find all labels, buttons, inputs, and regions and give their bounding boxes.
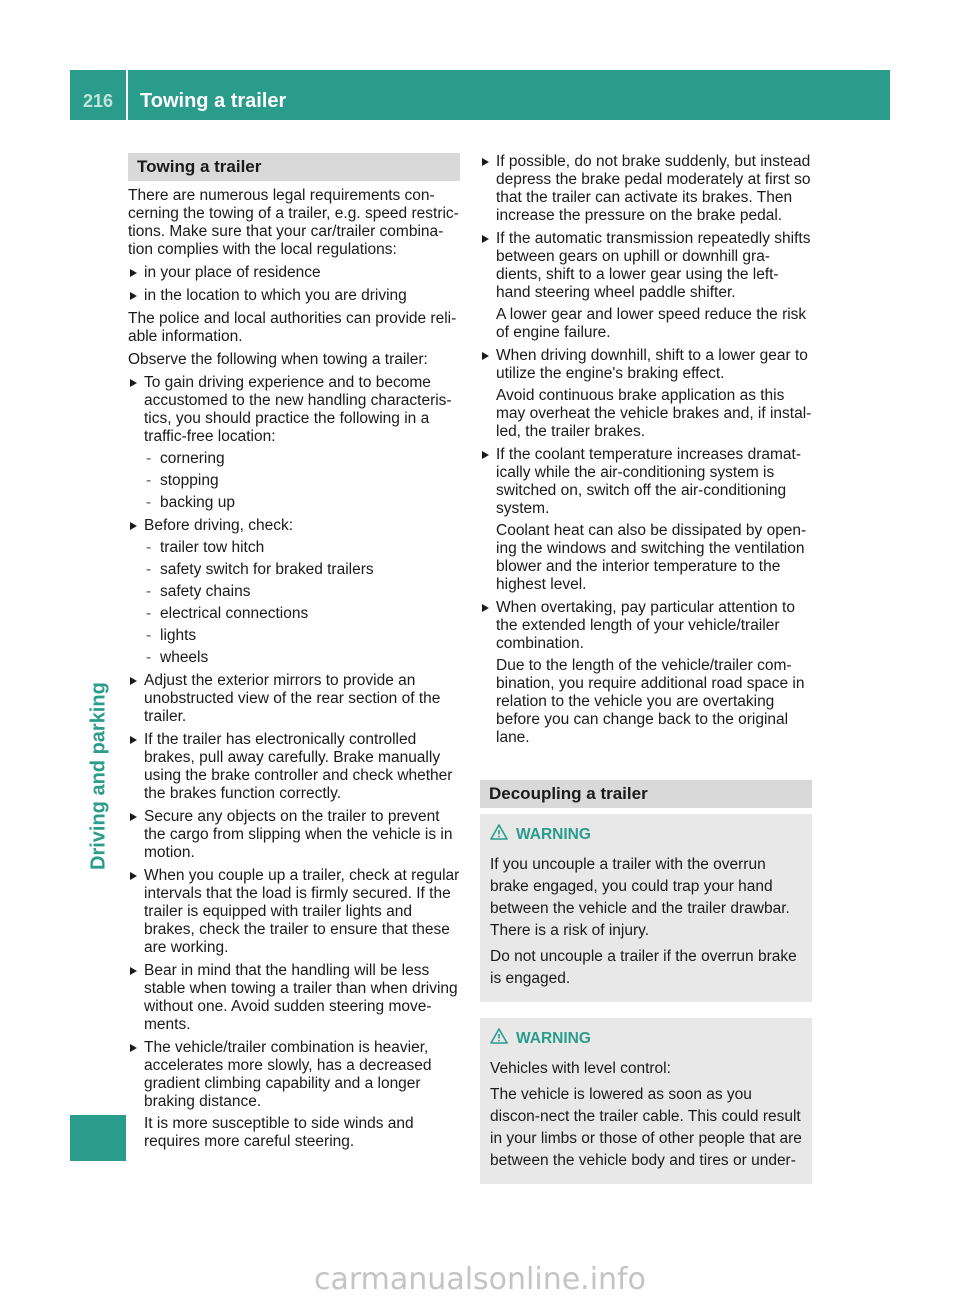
sublist-item: - lights (144, 627, 460, 645)
sublist-item: - stopping (144, 472, 460, 490)
towing-advice-list (128, 374, 460, 1151)
list-item (480, 446, 812, 594)
list-item-text: If the coolant temperature increases dramat-ically while the air-conditioning system is switched on, switch off the air-conditioning system. (496, 446, 801, 517)
list-item-text: When overtaking, pay particular attention to the extended length of your vehicle/trailer combination. (496, 599, 795, 652)
warning-label: WARNING (516, 1029, 591, 1047)
warning-box-overrun-brake (480, 814, 812, 1002)
regulation-list (128, 264, 460, 305)
warning-text: Vehicles with level control: (490, 1060, 671, 1077)
sublist-item: - trailer tow hitch (144, 539, 460, 557)
list-item (480, 599, 812, 747)
page-title: Towing a trailer (140, 90, 287, 112)
list-item (480, 347, 812, 441)
practice-sublist (144, 450, 460, 512)
sublist-item: - electrical connections (144, 605, 460, 623)
list-item: in the location to which you are driving (128, 287, 460, 305)
watermark: carmanualsonline.info (314, 1262, 646, 1297)
warning-text: Do not uncouple a trailer if the overrun brake is engaged. (490, 948, 797, 987)
police-note: The police and local authorities can provide reli-able information. (128, 310, 457, 345)
list-item-note: A lower gear and lower speed reduce the risk of engine failure. (496, 306, 807, 341)
warning-heading (490, 824, 802, 845)
right-column (480, 153, 812, 1200)
spacer (480, 752, 812, 780)
header-divider (126, 70, 128, 120)
list-item-note: Coolant heat can also be dissipated by open-ing the windows and switching the ventilation blower and the interior temperature to the highest level. (496, 522, 807, 593)
section-title-towing: Towing a trailer (128, 153, 460, 181)
warning-box-level-control (480, 1018, 812, 1184)
section-title-decoupling: Decoupling a trailer (480, 780, 812, 808)
chapter-marker (70, 1115, 126, 1161)
sublist-item: - safety switch for braked trailers (144, 561, 460, 579)
warning-text: If you uncouple a trailer with the overrun brake engaged, you could trap your hand between the vehicle and the trailer drawbar. There is a risk of injury. (490, 856, 790, 939)
list-item-note: Avoid continuous brake application as this may overheat the vehicle brakes and, if instal-led, the trailer brakes. (496, 387, 812, 440)
practice-item-text: To gain driving experience and to become accustomed to the new handling characteris-tics, you should practice the following in a traffic-free location: (144, 374, 452, 445)
last-item-note: It is more susceptible to side winds and requires more careful steering. (144, 1115, 414, 1150)
list-item-note: Due to the length of the vehicle/trailer com-bination, you require additional road space in relation to the vehicle you are overtaking before you can change back to the original lane. (496, 657, 805, 746)
last-item-text: The vehicle/trailer combination is heavier, accelerates more slowly, has a decreased gradient climbing capability and a longer braking distance. (144, 1039, 432, 1110)
list-item (128, 374, 460, 512)
list-item-text: If the automatic transmission repeatedly shifts between gears on uphill or downhill gra-dients, shift to a lower gear using the left-hand steering wheel paddle shifter. (496, 230, 811, 301)
warning-label: WARNING (516, 825, 591, 843)
observe-intro: Observe the following when towing a trailer: (128, 351, 428, 368)
list-item: Adjust the exterior mirrors to provide an unobstructed view of the rear section of the trailer. (128, 672, 460, 726)
sublist-item: - wheels (144, 649, 460, 667)
list-item (128, 1039, 460, 1151)
warning-text: The vehicle is lowered as soon as you discon-nect the trailer cable. This could result in your limbs or those of other people that are between the vehicle body and tires or under- (490, 1086, 802, 1169)
chapter-side-label: Driving and parking (87, 682, 110, 870)
list-item: Secure any objects on the trailer to prevent the cargo from slipping when the vehicle is in motion. (128, 808, 460, 862)
braking-advice-list (480, 153, 812, 747)
warning-triangle-icon (490, 1028, 508, 1049)
intro-paragraph: There are numerous legal requirements con-cerning the towing of a trailer, e.g. speed restric-tions. Make sure that your car/trailer combina-tion complies with the local regulations: (128, 187, 459, 258)
sublist-item: - backing up (144, 494, 460, 512)
page-number: 216 (82, 91, 114, 111)
list-item: When you couple up a trailer, check at regular intervals that the load is firmly secured. If the trailer is equipped with trailer lights and brakes, check the trailer to ensure that these are working. (128, 867, 460, 957)
left-column (128, 153, 460, 1156)
sublist-item: - cornering (144, 450, 460, 468)
sublist-item: - safety chains (144, 583, 460, 601)
list-item-text: If possible, do not brake suddenly, but instead depress the brake pedal moderately at first so that the trailer can activate its brakes. Then increase the pressure on the brake pedal. (496, 153, 811, 224)
list-item-text: When driving downhill, shift to a lower gear to utilize the engine's braking effect. (496, 347, 808, 382)
list-item: Bear in mind that the handling will be less stable when towing a trailer than when driving without one. Avoid sudden steering move-ments. (128, 962, 460, 1034)
list-item (128, 517, 460, 667)
warning-triangle-icon (490, 824, 508, 845)
check-sublist (144, 539, 460, 667)
list-item (480, 153, 812, 225)
list-item: in your place of residence (128, 264, 460, 282)
check-item-text: Before driving, check: (144, 517, 294, 534)
warning-heading (490, 1028, 802, 1049)
list-item: If the trailer has electronically controlled brakes, pull away carefully. Brake manually using the brake controller and check whether the brakes function correctly. (128, 731, 460, 803)
list-item (480, 230, 812, 342)
